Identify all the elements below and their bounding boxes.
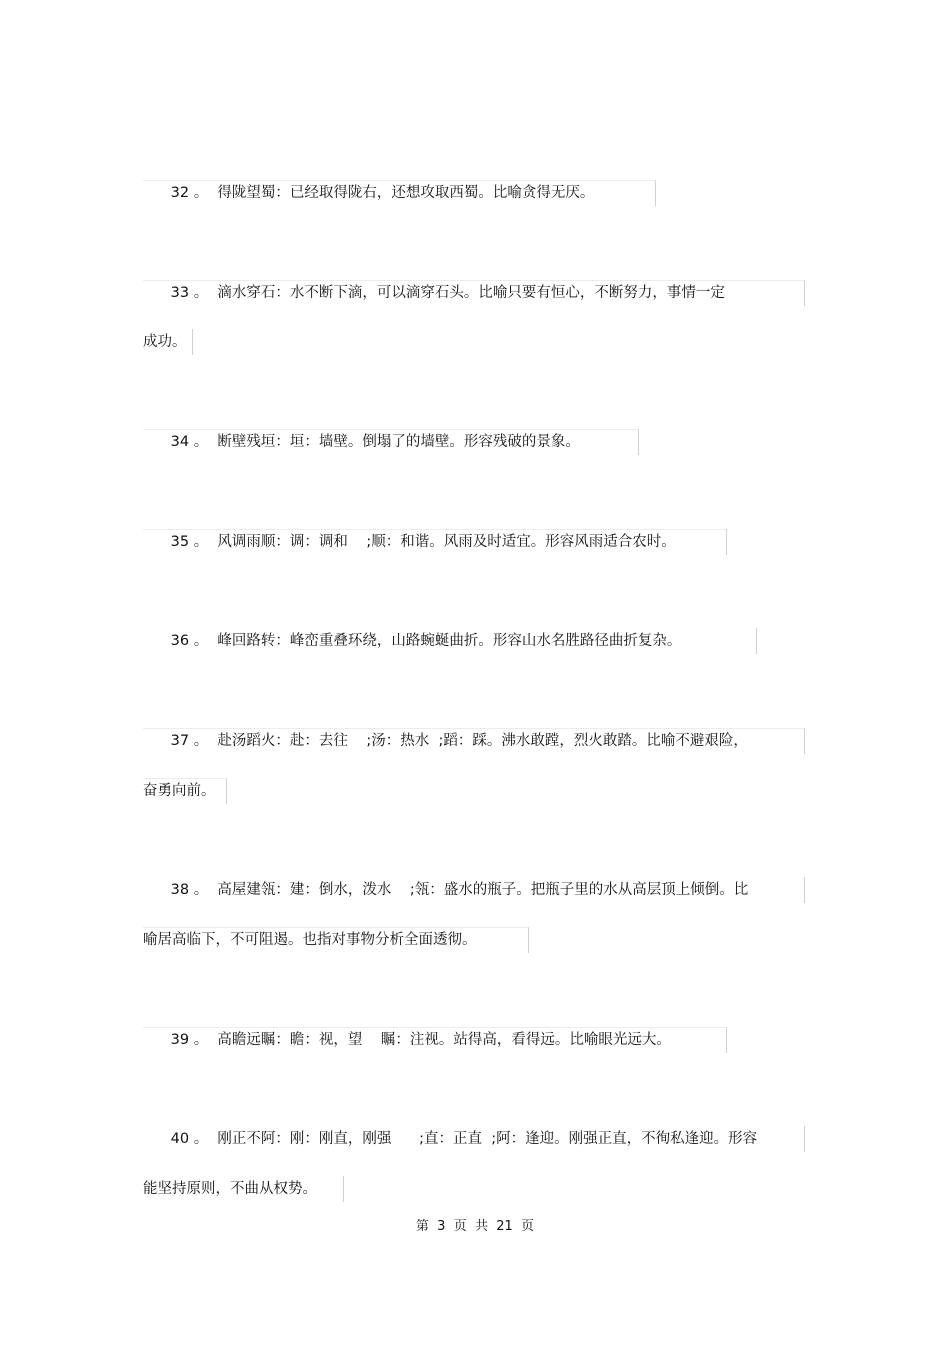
idiom-entry-35: 35 。 风调雨顺：调：调和 ;顺：和谐。风雨及时适宜。形容风雨适合农时。 [143,534,676,550]
idiom-entry-38: 38 。 高屋建瓴：建：倒水，泼水 ;瓴：盛水的瓶子。把瓶子里的水从高层顶上倾倒。比 [143,882,749,898]
idiom-entry-33: 33 。 滴水穿石：水不断下滴，可以滴穿石头。比喻只要有恒心，不断努力，事情一定 [143,285,725,301]
idiom-entry-36: 36 。 峰回路转：峰峦重叠环绕，山路蜿蜒曲折。形容山水名胜路径曲折复杂。 [143,633,682,649]
idiom-entry-40: 40 。 刚正不阿：刚：刚直，刚强 ;直：正直 ;阿：逢迎。刚强正直，不徇私逢迎。形容 [143,1131,758,1147]
idiom-entry-40-cont: 能坚持原则，不曲从权势。 [143,1181,317,1197]
page-number-footer: 第 3 页 共 21 页 [415,1219,535,1234]
idiom-entry-38-cont: 喻居高临下，不可阻遏。也指对事物分析全面透彻。 [143,932,477,948]
idiom-entry-32: 32 。 得陇望蜀：已经取得陇右，还想攻取西蜀。比喻贪得无厌。 [143,185,595,201]
idiom-entry-39: 39 。 高瞻远瞩：瞻：视，望 瞩：注视。站得高，看得远。比喻眼光远大。 [143,1032,671,1048]
idiom-entry-34: 34 。 断壁残垣：垣：墙壁。倒塌了的墙壁。形容残破的景象。 [143,434,580,450]
idiom-entry-33-cont: 成功。 [143,334,187,350]
idiom-entry-37-cont: 奋勇向前。 [143,783,216,799]
idiom-entry-37: 37 。 赴汤蹈火：赴：去往 ;汤：热水 ;蹈：踩。沸水敢蹚，烈火敢踏。比喻不避艰险， [143,733,748,749]
